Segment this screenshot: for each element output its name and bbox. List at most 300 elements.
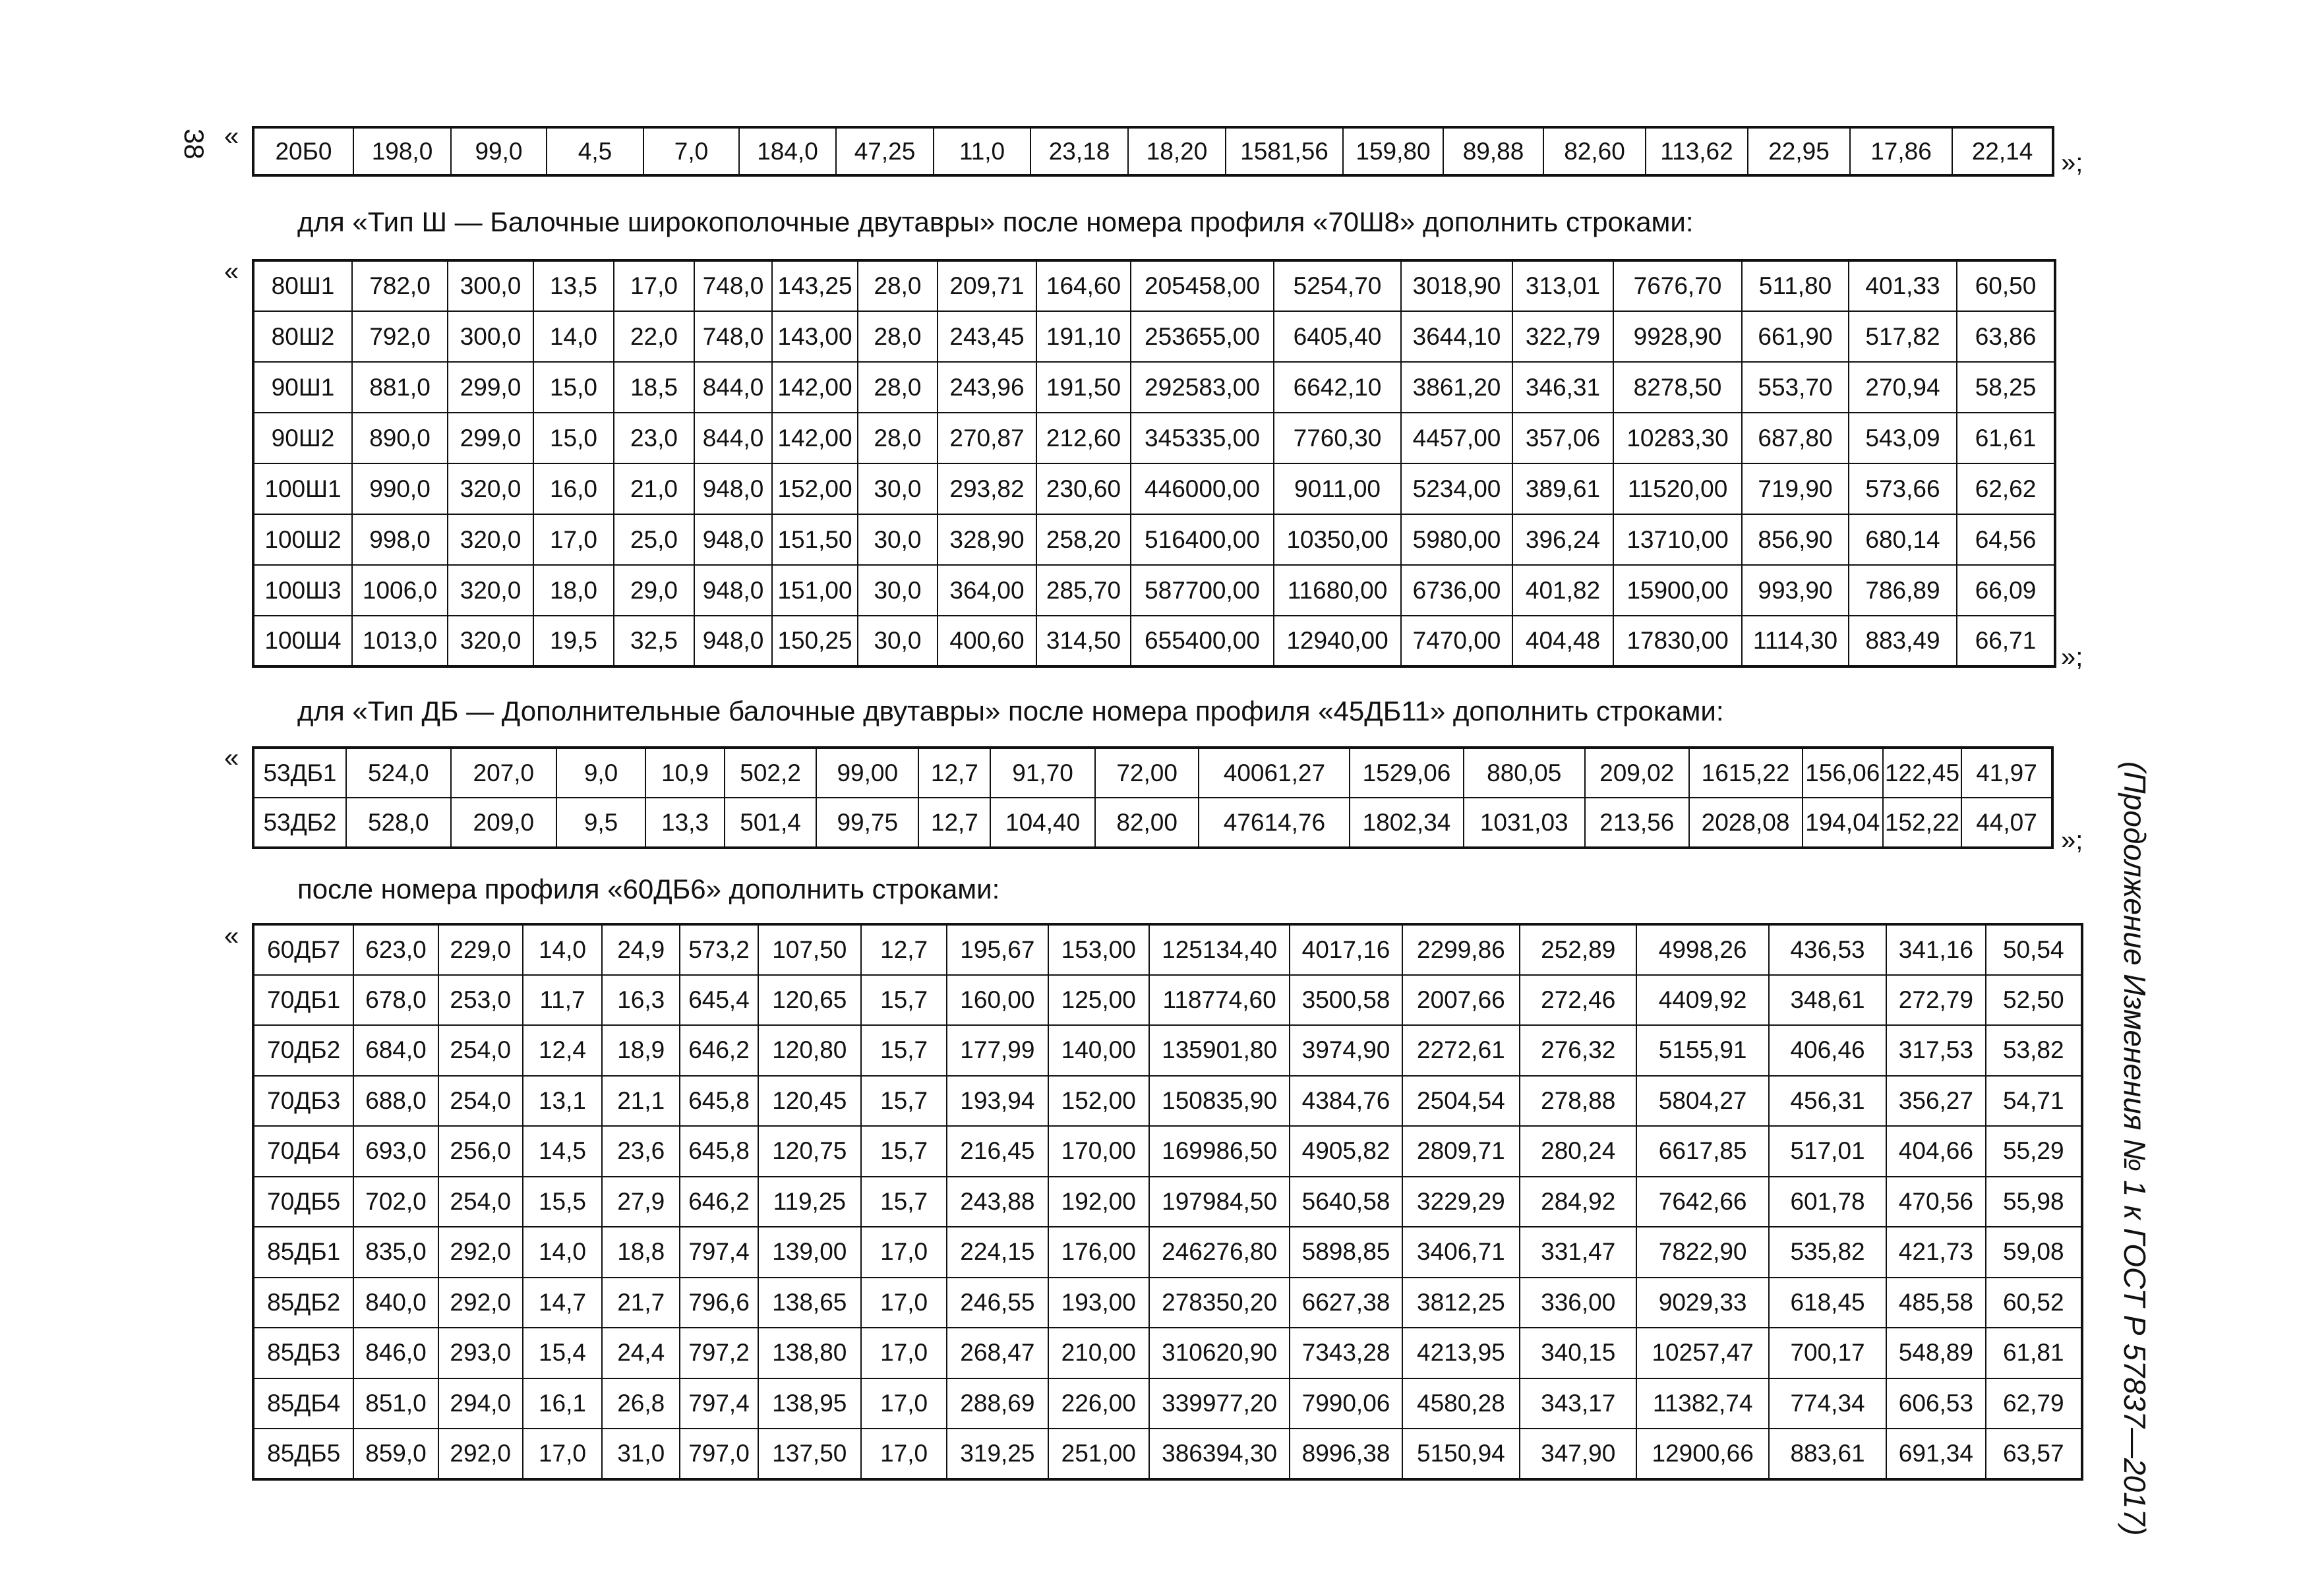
- table-cell: 2007,66: [1402, 975, 1520, 1026]
- table-cell: 14,0: [533, 311, 614, 362]
- table-cell: 198,0: [353, 127, 451, 175]
- profile-number-cell: 60ДБ7: [253, 924, 353, 975]
- table-cell: 207,0: [451, 748, 557, 798]
- table-cell: 292,0: [438, 1429, 523, 1479]
- table-cell: 317,53: [1886, 1025, 1985, 1076]
- table-cell: 15,7: [861, 1025, 947, 1076]
- table-cell: 113,62: [1646, 127, 1748, 175]
- table-cell: 517,82: [1849, 311, 1957, 362]
- table-cell: 40061,27: [1199, 748, 1350, 798]
- table-row: [253, 463, 2055, 514]
- profile-number-cell: 85ДБ5: [253, 1429, 353, 1479]
- table-cell: 6736,00: [1401, 565, 1512, 616]
- table-cell: 29,0: [614, 565, 694, 616]
- table-cell: 99,00: [816, 748, 918, 798]
- table-cell: 2028,08: [1689, 798, 1803, 848]
- table-cell: 13710,00: [1613, 514, 1742, 565]
- table-cell: 528,0: [346, 798, 451, 848]
- table-cell: 9,5: [556, 798, 645, 848]
- table-cell: 82,60: [1543, 127, 1646, 175]
- table-cell: 229,0: [438, 924, 523, 975]
- table-cell: 30,0: [858, 463, 938, 514]
- profile-table-sh: [252, 259, 2056, 668]
- table-row: [253, 1227, 2082, 1278]
- table-cell: 4409,92: [1636, 975, 1768, 1026]
- table-cell: 11520,00: [1613, 463, 1742, 514]
- profile-number-cell: 80Ш1: [253, 260, 352, 311]
- table-cell: 470,56: [1886, 1177, 1985, 1227]
- table-cell: 195,67: [947, 924, 1048, 975]
- table-cell: 91,70: [990, 748, 1095, 798]
- table-cell: 1114,30: [1742, 616, 1849, 666]
- table-cell: 655400,00: [1131, 616, 1274, 666]
- table-cell: 3861,20: [1401, 362, 1512, 413]
- table-cell: 573,2: [680, 924, 758, 975]
- table-cell: 104,40: [990, 798, 1095, 848]
- table-cell: 27,9: [602, 1177, 680, 1227]
- table-cell: 3974,90: [1290, 1025, 1402, 1076]
- table-cell: 54,71: [1986, 1076, 2082, 1127]
- table-cell: 17,0: [523, 1429, 602, 1479]
- table-cell: 646,2: [680, 1177, 758, 1227]
- table-cell: 5254,70: [1274, 260, 1401, 311]
- table-cell: 272,79: [1886, 975, 1985, 1026]
- table-cell: 210,00: [1048, 1328, 1149, 1378]
- table-cell: 4905,82: [1290, 1126, 1402, 1177]
- table-cell: 99,75: [816, 798, 918, 848]
- table-cell: 9928,90: [1613, 311, 1742, 362]
- profile-table-b: [252, 126, 2054, 177]
- profile-number-cell: 100Ш2: [253, 514, 352, 565]
- table-cell: 11382,74: [1636, 1378, 1768, 1429]
- table-cell: 246276,80: [1149, 1227, 1290, 1278]
- table-cell: 15,4: [523, 1328, 602, 1378]
- page-number: 38: [179, 129, 210, 160]
- table-cell: 21,1: [602, 1076, 680, 1127]
- table-cell: 12940,00: [1274, 616, 1401, 666]
- table-cell: 164,60: [1036, 260, 1131, 311]
- table-cell: 278350,20: [1149, 1278, 1290, 1328]
- table-cell: 553,70: [1742, 362, 1849, 413]
- table-cell: 72,00: [1095, 748, 1199, 798]
- table-cell: 58,25: [1957, 362, 2055, 413]
- table-cell: 310620,90: [1149, 1328, 1290, 1378]
- table-cell: 17,0: [861, 1378, 947, 1429]
- table-cell: 13,3: [645, 798, 725, 848]
- table-cell: 3500,58: [1290, 975, 1402, 1026]
- table-cell: 386394,30: [1149, 1429, 1290, 1479]
- table-cell: 356,27: [1886, 1076, 1985, 1127]
- table-cell: 17,0: [861, 1278, 947, 1328]
- table-cell: 125,00: [1048, 975, 1149, 1026]
- table-cell: 142,00: [772, 413, 858, 463]
- table-row: [253, 565, 2055, 616]
- table-cell: 17,0: [861, 1328, 947, 1378]
- table-cell: 292,0: [438, 1278, 523, 1328]
- table-cell: 322,79: [1512, 311, 1613, 362]
- table-row: [253, 616, 2055, 666]
- table-cell: 343,17: [1520, 1378, 1636, 1429]
- profile-number-cell: 70ДБ3: [253, 1076, 353, 1127]
- open-quote: «: [224, 744, 239, 773]
- table-cell: 120,65: [758, 975, 861, 1026]
- table-cell: 47,25: [836, 127, 934, 175]
- table-row: [253, 514, 2055, 565]
- table-cell: 143,00: [772, 311, 858, 362]
- table-cell: 18,8: [602, 1227, 680, 1278]
- table-cell: 13,1: [523, 1076, 602, 1127]
- table-cell: 254,0: [438, 1076, 523, 1127]
- table-cell: 2809,71: [1402, 1126, 1520, 1177]
- table-cell: 340,15: [1520, 1328, 1636, 1378]
- table-cell: 125134,40: [1149, 924, 1290, 975]
- table-cell: 276,32: [1520, 1025, 1636, 1076]
- profile-number-cell: 70ДБ1: [253, 975, 353, 1026]
- table-cell: 13,5: [533, 260, 614, 311]
- profile-number-cell: 70ДБ5: [253, 1177, 353, 1227]
- table-cell: 135901,80: [1149, 1025, 1290, 1076]
- profile-number-cell: 53ДБ1: [253, 748, 346, 798]
- table-cell: 4580,28: [1402, 1378, 1520, 1429]
- profile-number-cell: 100Ш3: [253, 565, 352, 616]
- table-cell: 516400,00: [1131, 514, 1274, 565]
- table-cell: 292,0: [438, 1227, 523, 1278]
- profile-number-cell: 90Ш1: [253, 362, 352, 413]
- table-cell: 691,34: [1886, 1429, 1985, 1479]
- table-cell: 587700,00: [1131, 565, 1274, 616]
- table-cell: 192,00: [1048, 1177, 1149, 1227]
- profile-number-cell: 85ДБ3: [253, 1328, 353, 1378]
- table-cell: 82,00: [1095, 798, 1199, 848]
- table-cell: 645,4: [680, 975, 758, 1026]
- table-cell: 687,80: [1742, 413, 1849, 463]
- table-cell: 320,0: [448, 514, 533, 565]
- table-cell: 7760,30: [1274, 413, 1401, 463]
- table-cell: 191,10: [1036, 311, 1131, 362]
- table-cell: 14,5: [523, 1126, 602, 1177]
- table-cell: 66,09: [1957, 565, 2055, 616]
- table-cell: 543,09: [1849, 413, 1957, 463]
- close-quote: »;: [2061, 643, 2083, 672]
- table-row: [253, 127, 2053, 175]
- table-cell: 364,00: [938, 565, 1036, 616]
- table-cell: 421,73: [1886, 1227, 1985, 1278]
- table-row: [253, 924, 2082, 975]
- table-cell: 138,95: [758, 1378, 861, 1429]
- table-cell: 844,0: [694, 362, 772, 413]
- profile-number-cell: 85ДБ4: [253, 1378, 353, 1429]
- table-cell: 285,70: [1036, 565, 1131, 616]
- table-cell: 1581,56: [1226, 127, 1343, 175]
- table-cell: 22,95: [1748, 127, 1850, 175]
- table-cell: 23,18: [1030, 127, 1128, 175]
- table-cell: 6627,38: [1290, 1278, 1402, 1328]
- table-cell: 15,0: [533, 362, 614, 413]
- table-cell: 319,25: [947, 1429, 1048, 1479]
- table-cell: 948,0: [694, 565, 772, 616]
- table-cell: 601,78: [1769, 1177, 1886, 1227]
- table-cell: 835,0: [353, 1227, 438, 1278]
- table-cell: 4017,16: [1290, 924, 1402, 975]
- table-cell: 300,0: [448, 311, 533, 362]
- table-cell: 151,00: [772, 565, 858, 616]
- table-cell: 6642,10: [1274, 362, 1401, 413]
- table-cell: 748,0: [694, 311, 772, 362]
- table-cell: 152,00: [1048, 1076, 1149, 1127]
- table-cell: 47614,76: [1199, 798, 1350, 848]
- table-cell: 389,61: [1512, 463, 1613, 514]
- table-cell: 18,9: [602, 1025, 680, 1076]
- table-cell: 160,00: [947, 975, 1048, 1026]
- table-row: [253, 798, 2052, 848]
- table-cell: 844,0: [694, 413, 772, 463]
- table-cell: 294,0: [438, 1378, 523, 1429]
- table-cell: 24,4: [602, 1328, 680, 1378]
- table-cell: 213,56: [1585, 798, 1689, 848]
- table-cell: 61,81: [1986, 1328, 2082, 1378]
- table-cell: 7822,90: [1636, 1227, 1768, 1278]
- table-cell: 280,24: [1520, 1126, 1636, 1177]
- profile-number-cell: 85ДБ2: [253, 1278, 353, 1328]
- table-cell: 517,01: [1769, 1126, 1886, 1177]
- table-cell: 3406,71: [1402, 1227, 1520, 1278]
- table-cell: 63,86: [1957, 311, 2055, 362]
- table-cell: 1013,0: [352, 616, 448, 666]
- table-cell: 7343,28: [1290, 1328, 1402, 1378]
- table-cell: 796,6: [680, 1278, 758, 1328]
- table-cell: 883,49: [1849, 616, 1957, 666]
- table-cell: 14,7: [523, 1278, 602, 1328]
- table-cell: 176,00: [1048, 1227, 1149, 1278]
- table-cell: 55,98: [1986, 1177, 2082, 1227]
- table-cell: 314,50: [1036, 616, 1131, 666]
- table-cell: 152,00: [772, 463, 858, 514]
- table-cell: 6405,40: [1274, 311, 1401, 362]
- table-cell: 23,6: [602, 1126, 680, 1177]
- table-cell: 11,7: [523, 975, 602, 1026]
- table-cell: 59,08: [1986, 1227, 2082, 1278]
- table-cell: 170,00: [1048, 1126, 1149, 1177]
- table-cell: 89,88: [1443, 127, 1543, 175]
- table-cell: 15,5: [523, 1177, 602, 1227]
- table-cell: 990,0: [352, 463, 448, 514]
- table-cell: 948,0: [694, 616, 772, 666]
- table-cell: 511,80: [1742, 260, 1849, 311]
- table-cell: 156,06: [1803, 748, 1883, 798]
- table-cell: 797,2: [680, 1328, 758, 1378]
- table-cell: 25,0: [614, 514, 694, 565]
- table-row: [253, 1429, 2082, 1479]
- table-cell: 153,00: [1048, 924, 1149, 975]
- table-cell: 21,7: [602, 1278, 680, 1328]
- table-cell: 840,0: [353, 1278, 438, 1328]
- table-cell: 456,31: [1769, 1076, 1886, 1127]
- table-row: [253, 1025, 2082, 1076]
- side-caption: (Продолжение Изменения № 1 к ГОСТ Р 57837—2017): [2118, 761, 2152, 1536]
- table-cell: 1006,0: [352, 565, 448, 616]
- table-cell: 184,0: [739, 127, 836, 175]
- table-cell: 7,0: [643, 127, 739, 175]
- table-cell: 320,0: [448, 463, 533, 514]
- table-cell: 859,0: [353, 1429, 438, 1479]
- table-cell: 618,45: [1769, 1278, 1886, 1328]
- table-cell: 4,5: [547, 127, 643, 175]
- table-cell: 60,52: [1986, 1278, 2082, 1328]
- table-cell: 346,31: [1512, 362, 1613, 413]
- table-cell: 209,02: [1585, 748, 1689, 798]
- table-cell: 30,0: [858, 565, 938, 616]
- table-cell: 139,00: [758, 1227, 861, 1278]
- table-cell: 197984,50: [1149, 1177, 1290, 1227]
- table-cell: 3018,90: [1401, 260, 1512, 311]
- table-cell: 5898,85: [1290, 1227, 1402, 1278]
- table-cell: 16,0: [533, 463, 614, 514]
- table-cell: 9011,00: [1274, 463, 1401, 514]
- table-row: [253, 975, 2082, 1026]
- table-cell: 243,45: [938, 311, 1036, 362]
- profile-number-cell: 70ДБ2: [253, 1025, 353, 1076]
- table-cell: 7470,00: [1401, 616, 1512, 666]
- table-cell: 15,7: [861, 1076, 947, 1127]
- table-cell: 169986,50: [1149, 1126, 1290, 1177]
- table-cell: 17,0: [533, 514, 614, 565]
- table-cell: 404,66: [1886, 1126, 1985, 1177]
- table-cell: 10350,00: [1274, 514, 1401, 565]
- table-cell: 345335,00: [1131, 413, 1274, 463]
- table-cell: 15,7: [861, 1126, 947, 1177]
- table-cell: 252,89: [1520, 924, 1636, 975]
- table-cell: 99,0: [451, 127, 547, 175]
- table-cell: 62,62: [1957, 463, 2055, 514]
- table-cell: 61,61: [1957, 413, 2055, 463]
- table-cell: 702,0: [353, 1177, 438, 1227]
- table-cell: 661,90: [1742, 311, 1849, 362]
- table-cell: 10257,47: [1636, 1328, 1768, 1378]
- table-cell: 212,60: [1036, 413, 1131, 463]
- profile-number-cell: 70ДБ4: [253, 1126, 353, 1177]
- table-cell: 12,7: [918, 748, 990, 798]
- table-cell: 357,06: [1512, 413, 1613, 463]
- table-cell: 2272,61: [1402, 1025, 1520, 1076]
- table-cell: 748,0: [694, 260, 772, 311]
- table-cell: 120,75: [758, 1126, 861, 1177]
- table-cell: 11680,00: [1274, 565, 1401, 616]
- table-cell: 243,96: [938, 362, 1036, 413]
- table-cell: 328,90: [938, 514, 1036, 565]
- profile-number-cell: 20Б0: [253, 127, 353, 175]
- table-cell: 2504,54: [1402, 1076, 1520, 1127]
- table-cell: 293,0: [438, 1328, 523, 1378]
- table-cell: 284,92: [1520, 1177, 1636, 1227]
- table-cell: 299,0: [448, 413, 533, 463]
- profile-number-cell: 90Ш2: [253, 413, 352, 463]
- table-cell: 19,5: [533, 616, 614, 666]
- table-cell: 251,00: [1048, 1429, 1149, 1479]
- table-row: [253, 1378, 2082, 1429]
- table-cell: 400,60: [938, 616, 1036, 666]
- table-cell: 14,0: [523, 924, 602, 975]
- section-caption-db2: после номера профиля «60ДБ6» дополнить строками:: [297, 873, 1000, 904]
- table-cell: 230,60: [1036, 463, 1131, 514]
- table-cell: 28,0: [858, 413, 938, 463]
- table-cell: 856,90: [1742, 514, 1849, 565]
- table-cell: 270,94: [1849, 362, 1957, 413]
- table-cell: 52,50: [1986, 975, 2082, 1026]
- table-cell: 7642,66: [1636, 1177, 1768, 1227]
- table-cell: 5980,00: [1401, 514, 1512, 565]
- profile-number-cell: 53ДБ2: [253, 798, 346, 848]
- table-cell: 10,9: [645, 748, 725, 798]
- table-cell: 193,00: [1048, 1278, 1149, 1328]
- table-cell: 693,0: [353, 1126, 438, 1177]
- section-caption-db: для «Тип ДБ — Дополнительные балочные двутавры» после номера профиля «45ДБ11» дополнить строками:: [297, 695, 1724, 726]
- table-cell: 254,0: [438, 1177, 523, 1227]
- table-cell: 348,61: [1769, 975, 1886, 1026]
- table-cell: 64,56: [1957, 514, 2055, 565]
- table-cell: 152,22: [1883, 798, 1961, 848]
- table-cell: 7676,70: [1613, 260, 1742, 311]
- table-cell: 336,00: [1520, 1278, 1636, 1328]
- table-cell: 339977,20: [1149, 1378, 1290, 1429]
- table-cell: 55,29: [1986, 1126, 2082, 1177]
- table-cell: 320,0: [448, 565, 533, 616]
- table-cell: 44,07: [1961, 798, 2052, 848]
- table-cell: 15,0: [533, 413, 614, 463]
- table-cell: 401,33: [1849, 260, 1957, 311]
- table-cell: 606,53: [1886, 1378, 1985, 1429]
- table-cell: 14,0: [523, 1227, 602, 1278]
- table-cell: 12,4: [523, 1025, 602, 1076]
- table-cell: 299,0: [448, 362, 533, 413]
- table-cell: 278,88: [1520, 1076, 1636, 1127]
- table-cell: 782,0: [352, 260, 448, 311]
- table-cell: 5804,27: [1636, 1076, 1768, 1127]
- table-cell: 2299,86: [1402, 924, 1520, 975]
- table-cell: 150835,90: [1149, 1076, 1290, 1127]
- table-cell: 23,0: [614, 413, 694, 463]
- table-cell: 53,82: [1986, 1025, 2082, 1076]
- table-cell: 17,0: [861, 1429, 947, 1479]
- table-row: [253, 1177, 2082, 1227]
- profile-table-db: [252, 746, 2054, 849]
- table-cell: 15,7: [861, 975, 947, 1026]
- table-cell: 226,00: [1048, 1378, 1149, 1429]
- table-cell: 300,0: [448, 260, 533, 311]
- table-cell: 15,7: [861, 1177, 947, 1227]
- table-cell: 119,25: [758, 1177, 861, 1227]
- table-cell: 436,53: [1769, 924, 1886, 975]
- table-cell: 846,0: [353, 1328, 438, 1378]
- table-row: [253, 748, 2052, 798]
- table-cell: 17,0: [861, 1227, 947, 1278]
- table-row: [253, 413, 2055, 463]
- table-row: [253, 1126, 2082, 1177]
- table-cell: 8996,38: [1290, 1429, 1402, 1479]
- table-cell: 573,66: [1849, 463, 1957, 514]
- table-cell: 66,71: [1957, 616, 2055, 666]
- table-cell: 535,82: [1769, 1227, 1886, 1278]
- table-cell: 792,0: [352, 311, 448, 362]
- table-cell: 4384,76: [1290, 1076, 1402, 1127]
- table-cell: 17,86: [1850, 127, 1952, 175]
- table-cell: 177,99: [947, 1025, 1048, 1076]
- table-cell: 6617,85: [1636, 1126, 1768, 1177]
- table-cell: 404,48: [1512, 616, 1613, 666]
- table-row: [253, 311, 2055, 362]
- table-cell: 258,20: [1036, 514, 1131, 565]
- table-row: [253, 260, 2055, 311]
- table-cell: 406,46: [1769, 1025, 1886, 1076]
